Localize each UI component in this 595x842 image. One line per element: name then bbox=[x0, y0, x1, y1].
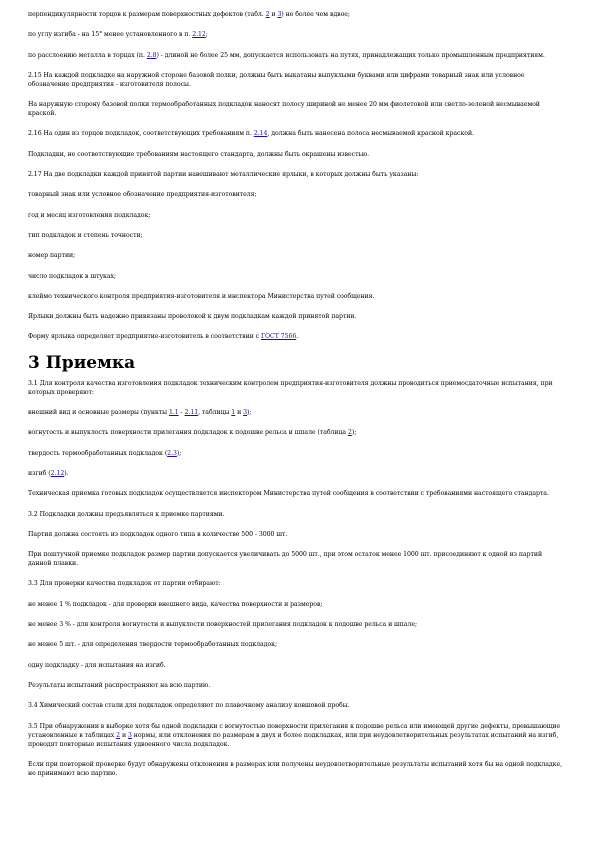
paragraph bbox=[28, 449, 565, 458]
paragraph-text: не менее 5 шт. - для определения твердости термообработанных подкладок; bbox=[28, 641, 277, 649]
cross-reference-link[interactable]: ГОСТ 7566 bbox=[260, 333, 297, 341]
cross-reference-link[interactable]: 3 bbox=[277, 11, 282, 18]
paragraph bbox=[28, 579, 565, 588]
paragraph-text: Форму ярлыка определяет предприятие-изготовитель в соответствии с bbox=[28, 333, 261, 341]
text-block-after bbox=[28, 379, 565, 778]
paragraph bbox=[28, 312, 565, 321]
paragraph-text: не менее 1 % подкладок - для проверки внешнего вида, качества поверхности и размеров; bbox=[28, 600, 323, 608]
paragraph-text: ) - длиной не более 25 мм, допускается использовать на путях, принадлежащих только промышленным предприятиям. bbox=[156, 51, 545, 59]
paragraph-text: , должна быть нанесена полоса несмываемой красной краской. bbox=[267, 130, 474, 138]
paragraph-text: год и месяц изготовления подкладок; bbox=[28, 211, 151, 219]
paragraph-text: 3.4 Химический состав стали для подкладок определяют по плавочному анализу ковшовой пробы. bbox=[28, 702, 350, 710]
paragraph-text: . bbox=[296, 333, 299, 341]
paragraph-text: 3.2 Подкладки должны предъявляться к приемке партиями. bbox=[28, 510, 225, 518]
cross-reference-link[interactable]: 3 bbox=[243, 409, 247, 417]
text-block-before bbox=[28, 10, 565, 341]
paragraph-text: товарный знак или условное обозначение предприятия-изготовителя; bbox=[28, 191, 257, 199]
paragraph-text: вогнутость и выпуклость поверхности прилегания подкладок к подошве рельса и шпале (таблица bbox=[28, 429, 348, 437]
paragraph-text: Техническая приемка готовых подкладок осуществляется инспектором Министерства путей сообщения в соответствии с требованиями настоящего стандарта. bbox=[28, 490, 549, 498]
paragraph-text: - bbox=[178, 409, 185, 417]
paragraph bbox=[28, 408, 565, 417]
paragraph bbox=[28, 190, 565, 199]
paragraph-text: тип подкладок и степень точности; bbox=[28, 231, 143, 239]
paragraph bbox=[28, 30, 565, 39]
paragraph bbox=[28, 211, 565, 220]
paragraph bbox=[28, 550, 565, 568]
paragraph-text: твердость термообработанных подкладок ( bbox=[28, 449, 168, 457]
paragraph-text: и bbox=[269, 11, 278, 18]
paragraph bbox=[28, 332, 565, 341]
paragraph bbox=[28, 129, 565, 138]
paragraph bbox=[28, 10, 565, 19]
paragraph bbox=[28, 510, 565, 519]
paragraph bbox=[28, 489, 565, 498]
cross-reference-link[interactable]: 1 bbox=[231, 409, 236, 417]
paragraph-text: и bbox=[120, 731, 128, 739]
cross-reference-link[interactable]: 2.12 bbox=[192, 31, 206, 39]
paragraph bbox=[28, 292, 565, 301]
paragraph-text: перпендикулярности торцов к размерам поверхностных дефектов (табл. bbox=[28, 11, 266, 18]
cross-reference-link[interactable]: 2 bbox=[265, 11, 270, 18]
cross-reference-link[interactable]: 2 bbox=[116, 731, 121, 739]
paragraph bbox=[28, 530, 565, 539]
paragraph-text: 3.5 При обнаружении в выборке хотя бы одной подкладки с вогнутостью поверхности прилегания к подошве рельса или имеющей другие дефекты, превышающие установленные в таблицах bbox=[28, 722, 561, 739]
paragraph-text: ). bbox=[64, 469, 69, 477]
cross-reference-link[interactable]: 2.12 bbox=[50, 469, 65, 477]
cross-reference-link[interactable]: 2.3 bbox=[167, 449, 177, 457]
paragraph-text: ; bbox=[205, 31, 208, 39]
paragraph-text: На наружную сторону базовой полки термообработанных подкладок наносят полосу шириной не менее 20 мм фиолетовой или светло-зеленой несмываемой краской. bbox=[28, 101, 540, 118]
paragraph-text: 2.16 На один из торцов подкладок, соответствующих требованиям п. bbox=[28, 130, 254, 138]
paragraph bbox=[28, 701, 565, 710]
paragraph bbox=[28, 71, 565, 89]
paragraph-text: 2.15 На каждой подкладке на наружной стороне базовой полки, должны быть выкатаны выпуклыми буквами или цифрами товарный знак или условное обозначение предприятия - изготовителя полосы. bbox=[28, 71, 525, 88]
paragraph-text: Ярлыки должны быть надежно привязаны проволокой к двум подкладкам каждой принятой партии. bbox=[28, 313, 357, 321]
cross-reference-link[interactable]: 2 bbox=[347, 429, 352, 437]
paragraph bbox=[28, 760, 565, 778]
section-heading: 3 Приемка bbox=[28, 352, 136, 373]
cross-reference-link[interactable]: 2.8 bbox=[146, 51, 157, 59]
paragraph-text: внешний вид и основные размеры (пункты bbox=[28, 409, 169, 417]
cross-reference-link[interactable]: 3 bbox=[127, 731, 132, 739]
cross-reference-link[interactable]: 1.1 bbox=[168, 409, 179, 417]
paragraph bbox=[28, 272, 565, 281]
paragraph-text: Партия должна состоять из подкладок одного типа в количестве 500 - 3000 шт. bbox=[28, 530, 288, 538]
paragraph bbox=[28, 51, 565, 60]
paragraph-text: Подкладки, не соответствующие требованиям настоящего стандарта, должны быть окрашены известью. bbox=[28, 150, 370, 158]
paragraph bbox=[28, 170, 565, 179]
paragraph-text: число подкладок в штуках; bbox=[28, 272, 116, 280]
paragraph bbox=[28, 681, 565, 690]
paragraph bbox=[28, 428, 565, 437]
paragraph-text: , таблицы bbox=[198, 409, 232, 417]
paragraph bbox=[28, 600, 565, 609]
paragraph bbox=[28, 231, 565, 240]
paragraph-text: Результаты испытаний распространяют на всю партию. bbox=[28, 681, 211, 689]
paragraph-text: ) не более чем вдвое; bbox=[281, 11, 350, 18]
paragraph bbox=[28, 100, 565, 118]
paragraph bbox=[28, 150, 565, 159]
paragraph-text: номер партии; bbox=[28, 252, 76, 260]
paragraph-text: клеймо технического контроля предприятия-изготовителя и инспектора Министерства путей сообщения. bbox=[28, 292, 375, 300]
paragraph-text: одну подкладку - для испытания на изгиб. bbox=[28, 661, 166, 669]
paragraph-text: изгиб ( bbox=[28, 469, 51, 477]
paragraph-text: нормы, или отклонения по размерам в двух и более подкладках, или при неудовлетворительных результатах испытаний на изгиб, проводят повторные испытания удвоенного числа подкладок. bbox=[28, 731, 559, 748]
paragraph-text: 3.3 Для проверки качества подкладок от партии отбирают: bbox=[28, 580, 221, 588]
cross-reference-link[interactable]: 2.14 bbox=[253, 130, 268, 138]
paragraph-text: не менее 3 % - для контроля вогнутости и выпуклости поверхностей прилегания подкладок к подошве рельса и шпале; bbox=[28, 621, 418, 629]
paragraph-text: ); bbox=[351, 429, 357, 437]
paragraph bbox=[28, 722, 565, 749]
paragraph bbox=[28, 251, 565, 260]
paragraph-text: по расслоению металла в торцах (п. bbox=[28, 51, 147, 59]
cross-reference-link[interactable]: 2.11 bbox=[184, 409, 199, 417]
paragraph-text: ); bbox=[176, 449, 182, 457]
paragraph bbox=[28, 640, 565, 649]
paragraph bbox=[28, 620, 565, 629]
paragraph-text: Если при повторной проверке будут обнаружены отклонения в размерах или получены неудовлетворительные результаты испытаний хотя бы на одной подкладке, не принимают всю партию. bbox=[28, 760, 563, 777]
paragraph bbox=[28, 379, 565, 397]
paragraph-text: 2.17 На две подкладки каждой принятой партии навешивают металлические ярлыки, в которых должны быть указаны: bbox=[28, 171, 419, 179]
paragraph-text: 3.1 Для контроля качества изготовления подкладок техническим контролем предприятия-изготовителя должны проводиться приемосдаточные испытания, при которых проверяют: bbox=[28, 379, 553, 396]
paragraph-text: по углу изгиба - на 15° менее установленного в п. bbox=[28, 31, 193, 39]
paragraph-text: ); bbox=[247, 409, 252, 417]
paragraph bbox=[28, 661, 565, 670]
paragraph bbox=[28, 469, 565, 478]
paragraph-text: При поштучной приемке подкладок размер партии допускается увеличивать до 5000 шт., при этом остаток менее 1000 шт. присоединяют к одной из партий данной плавки. bbox=[28, 551, 543, 568]
paragraph-text: и bbox=[235, 409, 244, 417]
